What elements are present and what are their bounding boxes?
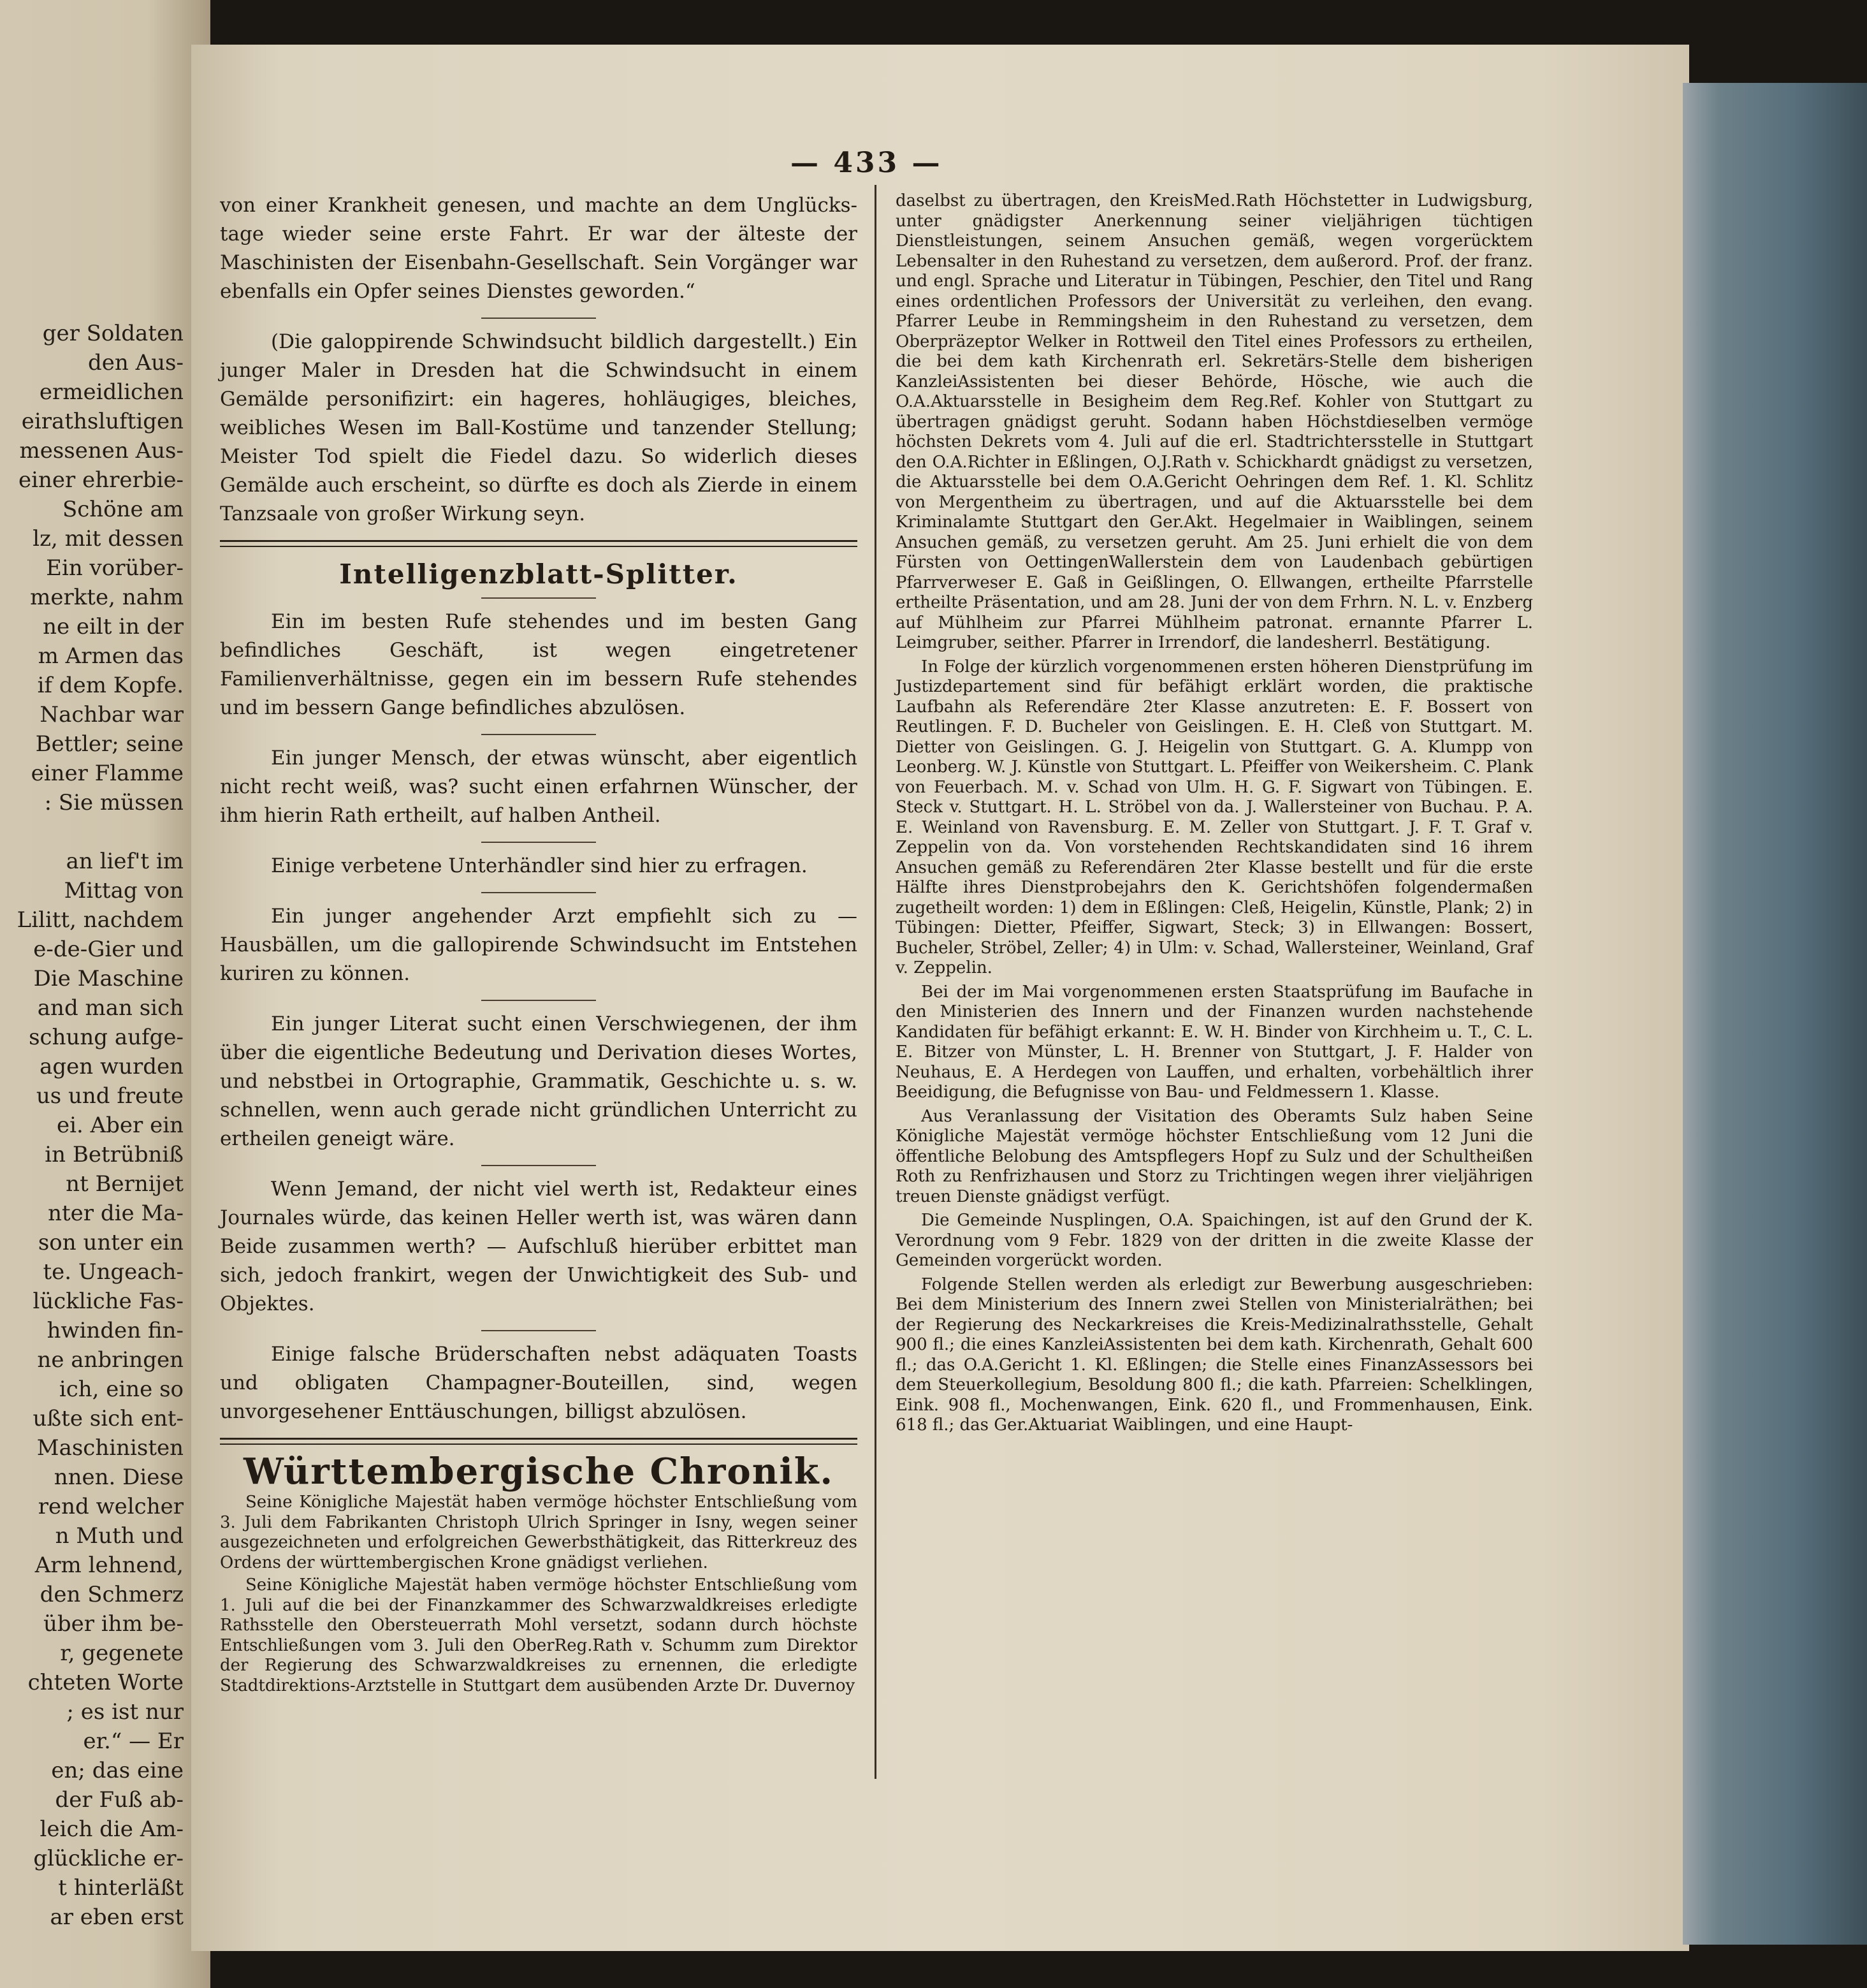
column-rule bbox=[875, 185, 876, 1779]
left-page-line: der Fuß ab- bbox=[55, 1787, 184, 1813]
left-page-line: ei. Aber ein bbox=[56, 1113, 184, 1138]
left-page-line: merkte, nahm bbox=[30, 585, 184, 610]
left-page-line: : Sie müssen bbox=[44, 790, 184, 815]
left-page-line: eirathsluftigen bbox=[21, 409, 184, 434]
chronik-paragraph: Seine Königliche Majestät haben vermöge höchster Entschließung vom 3. Juli dem Fabrikanten Christoph Ulrich Springer in Isny, wegen seiner ausgezeichneten und erfolgreichen Gewerbsthätigkeit, das Ritterkreuz des Ordens der württembergischen Krone gnädigst verliehen. bbox=[220, 1493, 857, 1572]
left-page-line: nter die Ma- bbox=[48, 1201, 184, 1226]
book-cover-edge bbox=[1683, 83, 1867, 1945]
left-page-line: m Armen das bbox=[38, 643, 184, 669]
left-page-line: Arm lehnend, bbox=[34, 1553, 184, 1578]
left-page-line: and man sich bbox=[37, 995, 184, 1021]
article-continuation: von einer Krankheit genesen, und machte an dem Unglücks-tage wieder seine erste Fahrt. Er war der älteste der Maschinisten der Eisenbahn-Gesellschaft. Sein Vorgänger war ebenfalls ein Opfer seines Dienstes geworden.“ bbox=[220, 194, 857, 303]
short-divider bbox=[481, 734, 596, 735]
left-page-line: ußte sich ent- bbox=[33, 1406, 184, 1431]
left-page-line: us und freute bbox=[36, 1083, 184, 1109]
left-page-line: ne anbringen bbox=[37, 1347, 184, 1373]
left-page-line: glückliche er- bbox=[33, 1846, 184, 1871]
left-page-line: einer ehrerbie- bbox=[18, 467, 184, 493]
chronik-paragraph: Bei der im Mai vorgenommenen ersten Staatsprüfung im Baufache in den Ministerien des Innern und der Finanzen wurden nachstehende Kandidaten für befähigt erkannt: E. W. H. Binder von Kirchheim u. T., C. L. E. Bitzer von Münster, L. H. Brenner von Stuttgart, J. F. Halder von Neuhaus, E. A Herdegen von Lauffen, und erhalten, vorbehältlich ihrer Beeidigung, die Befugnisse von Bau- und Feldmessern 1. Klasse. bbox=[896, 982, 1533, 1102]
left-page-line: chteten Worte bbox=[27, 1670, 184, 1695]
ad-item: Ein junger Mensch, der etwas wünscht, aber eigentlich nicht recht weiß, was? sucht einen erfahrnen Wünscher, der ihm hierin Rath ertheilt, auf halben Antheil. bbox=[220, 747, 857, 827]
left-page-line: einer Flamme bbox=[31, 761, 184, 786]
chronik-paragraph: In Folge der kürzlich vorgenommenen ersten höheren Dienstprüfung im Justizdepartement sind für befähigt erklärt worden, die praktische Laufbahn als Referendäre 2ter Klasse anzutreten: E. F. Bossert von Reutlingen. F. D. Bucheler von Geislingen. E. H. Cleß von Stuttgart. M. Dietter von Geislingen. G. J. Heigelin von Stuttgart. G. A. Klumpp von Leonberg. W. J. Künstle von Stuttgart. L. Pfeiffer von Weikersheim. C. Plank von Feuerbach. M. v. Schad von Ulm. H. G. F. Sigwart von Tübingen. E. Steck v. Stuttgart. H. L. Ströbel von da. J. Wallersteiner von Buchau. P. A. E. Weinland von Ravensburg. E. M. Zeller von Stuttgart. J. F. T. Graf v. Zeppelin von da. Von vorstehenden Rechtskandidaten sind 16 ihrem Ansuchen gemäß zu Referendären 2ter Klasse bestellt und für die erste Hälfte ihres Dienstprobejahrs den K. Gerichtshöfen folgendermaßen zugetheilt worden: 1) dem in Eßlingen: Cleß, Heigelin, Künstle, Plank; 2) in Tübingen: Dietter, Pfeiffer, Sigwart, Steck; 3) in Ellwangen: Bossert, Bucheler, Ströbel, Zeller; 4) in Ulm: v. Schad, Wallersteiner, Weinland, Graf v. Zeppelin. bbox=[896, 657, 1533, 977]
left-page-line: ich, eine so bbox=[59, 1377, 184, 1402]
left-page-line: in Betrübniß bbox=[45, 1142, 184, 1167]
chronik-paragraph: Aus Veranlassung der Visitation des Oberamts Sulz haben Seine Königliche Majestät vermöge höchster Entschließung vom 12 Juni die öffentliche Belobung des Amtspflegers Hopf zu Sulz und der Schultheißen Roth zu Renfrizhausen und Storz zu Trichtingen wegen ihrer vieljährigen treuen Dienste gnädigst verfügt. bbox=[896, 1106, 1533, 1206]
chronik-paragraph: daselbst zu übertragen, den KreisMed.Rath Höchstetter in Ludwigsburg, unter gnädigster Anerkennung seiner vieljährigen tüchtigen Dienstleistungen, seinem Ansuchen gemäß, wegen vorgerücktem Lebensalter in den Ruhestand zu versetzen, dem außerord. Prof. der franz. und engl. Sprache und Literatur in Tübingen, Peschier, den Titel und Rang eines ordentlichen Professors der Universität zu verleihen, den evang. Pfarrer Leube in Remmingsheim in den Ruhestand zu versetzen, dem Oberpräzeptor Welker in Rottweil den Titel eines Professors zu ertheilen, die bei dem kath Kirchenrath erl. Sekretärs-Stelle dem bisherigen KanzleiAssistenten bei dieser Behörde, Hösche, wie auch die O.A.Aktuarsstelle in Besigheim dem Reg.Ref. Kohler von Stuttgart zu übertragen gnädigst geruht. Sodann haben Höchstdieselben vermöge höchsten Dekrets vom 4. Juli auf die erl. Stadtrichtersstelle in Stuttgart den O.A.Richter in Eßlingen, O.J.Rath v. Schickhardt gnädigst zu versetzen, die Aktuarsstelle bei dem O.A.Gericht Oehringen dem Ref. 1. Kl. Schlitz von Mergentheim zu übertragen, und auf die Aktuarsstelle bei dem Kriminalamte Stuttgart den Ger.Akt. Hegelmaier in Waiblingen, seinem Ansuchen gemäß, zu versetzen geruht. Am 25. Juni erhielt die von dem Fürsten von OettingenWallerstein dem von Laudenbach gebürtigen Pfarrverweser E. Gaß in Geißlingen, O. Ellwangen, ertheilte Pfarrstelle ertheilte Präsentation, und am 28. Juni der von dem Frhrn. N. L. v. Enzberg auf Mühlheim zur Pfarrei Mühlheim patronat. ernannte Pfarrer L. Leimgruber, seither. Pfarrer in Irrendorf, die landesherrl. Bestätigung. bbox=[896, 191, 1533, 652]
left-page-line: Maschinisten bbox=[36, 1435, 184, 1461]
left-page-line: if dem Kopfe. bbox=[37, 673, 184, 698]
column-right bbox=[896, 191, 1533, 1440]
left-page-line: an lief't im bbox=[66, 849, 184, 874]
short-divider bbox=[481, 1165, 596, 1166]
left-page-fragments bbox=[0, 319, 191, 1932]
left-page-line: lz, mit dessen bbox=[33, 526, 184, 552]
chronik-body bbox=[220, 1493, 857, 1696]
left-page-line: messenen Aus- bbox=[19, 438, 184, 464]
left-page-line: son unter ein bbox=[38, 1230, 184, 1255]
section-heading-intelligenzblatt: Intelligenzblatt-Splitter. bbox=[339, 559, 738, 590]
short-divider bbox=[481, 892, 596, 893]
short-divider bbox=[481, 1000, 596, 1001]
left-page-line: über ihm be- bbox=[43, 1611, 184, 1637]
page-number: — 433 — bbox=[790, 147, 943, 179]
left-page-line: agen wurden bbox=[40, 1054, 184, 1079]
ad-item: Einige verbetene Unterhändler sind hier zu erfragen. bbox=[271, 854, 808, 877]
left-page-line: t hinterläßt bbox=[58, 1875, 184, 1901]
left-page-line: hwinden fin- bbox=[47, 1318, 184, 1343]
short-divider bbox=[481, 842, 596, 843]
left-page-line: Bettler; seine bbox=[35, 731, 184, 757]
ad-item: Wenn Jemand, der nicht viel werth ist, Redakteur eines Journales würde, das keinen Heller werth ist, was wären dann Beide zusammen werth? — Aufschluß hierüber erbittet man sich, jedoch frankirt, wegen der Unwichtigkeit des Sub- und Objektes. bbox=[220, 1178, 857, 1315]
left-page-line bbox=[0, 817, 184, 847]
left-page-line: nt Bernijet bbox=[66, 1171, 184, 1197]
left-page-line: Ein vorüber- bbox=[46, 555, 184, 581]
short-divider bbox=[481, 597, 596, 599]
left-page-line: e-de-Gier und bbox=[33, 937, 184, 962]
left-page-line: Lilitt, nachdem bbox=[17, 907, 184, 933]
left-page-line: te. Ungeach- bbox=[43, 1259, 184, 1285]
ad-item: Ein im besten Rufe stehendes und im besten Gang befindliches Geschäft, ist wegen eingetretener Familienverhältnisse, gegen ein im bessern Rufe stehendes und im bessern Gange befindliches abzulösen. bbox=[220, 610, 857, 719]
double-rule-divider bbox=[220, 540, 857, 547]
ad-item: Ein junger Literat sucht einen Verschwiegenen, der ihm über die eigentliche Bedeutung und Derivation dieses Wortes, und nebstbei in Ortographie, Grammatik, Geschichte u. s. w. schnellen, wenn auch gerade nicht gründlichen Unterricht zu ertheilen geneigt wäre. bbox=[220, 1012, 857, 1150]
left-page-line: r, gegenete bbox=[60, 1641, 184, 1666]
left-page-line: Schöne am bbox=[62, 497, 184, 522]
short-divider bbox=[481, 318, 596, 319]
left-page-line: n Muth und bbox=[55, 1523, 184, 1549]
chronik-paragraph: Seine Königliche Majestät haben vermöge höchster Entschließung vom 1. Juli auf die bei der Finanzkammer des Schwarzwaldkreises erledigte Rathsstelle den Obersteuerrath Mohl versetzt, sodann durch höchste Entschließungen vom 3. Juli den OberReg.Rath v. Schumm zum Direktor der Regierung des Schwarzwaldkreises zu ernennen, die erledigte Stadtdirektions-Arztstelle in Stuttgart dem ausübenden Arzte Dr. Duvernoy bbox=[220, 1575, 857, 1695]
left-page-line: schung aufge- bbox=[29, 1025, 184, 1050]
left-page-line: Nachbar war bbox=[40, 702, 184, 727]
short-divider bbox=[481, 1330, 596, 1331]
left-page-line: ar eben erst bbox=[50, 1904, 184, 1930]
left-page-line: Die Maschine bbox=[33, 966, 184, 991]
left-page-line: en; das eine bbox=[51, 1758, 184, 1783]
double-rule-divider bbox=[220, 1438, 857, 1445]
left-page-line: ermeidlichen bbox=[39, 379, 184, 405]
column-left bbox=[220, 191, 857, 1699]
left-page-line: ; es ist nur bbox=[66, 1699, 184, 1725]
chronik-paragraph: Folgende Stellen werden als erledigt zur Bewerbung ausgeschrieben: Bei dem Ministerium des Innern zwei Stellen von Ministerialräthen; bei der Regierung des Neckarkreises die Kreis-Medizinalrathsstelle, Gehalt 900 fl.; die eines KanzleiAssistenten bei dem kath. Kirchenrath, Gehalt 600 fl.; das O.A.Gericht 1. Kl. Eßlingen; die Stelle eines FinanzAssessors bei dem Steuerkollegium, Besoldung 800 fl.; die kath. Pfarreien: Schelklingen, Eink. 908 fl., Mochenwangen, Eink. 620 fl., und Frommenhausen, Eink. 618 fl.; das Ger.Aktuariat Waiblingen, und eine Haupt- bbox=[896, 1275, 1533, 1435]
article-galop: (Die galoppirende Schwindsucht bildlich dargestellt.) Ein junger Maler in Dresden hat die Schwindsucht in einem Gemälde personifizirt: ein hageres, hohläugiges, bleiches, weibliches Wesen im Ball-Kostüme und tanzender Stellung; Meister Tod spielt die Fiedel dazu. So widerlich dieses Gemälde auch erscheint, so dürfte es doch als Zierde in einem Tanzsaale von großer Wirkung seyn. bbox=[220, 330, 857, 525]
chronik-paragraph: Die Gemeinde Nusplingen, O.A. Spaichingen, ist auf den Grund der K. Verordnung vom 9 Febr. 1829 von der dritten in die zweite Klasse der Gemeinden vorgerückt worden. bbox=[896, 1211, 1533, 1270]
left-page-line: ger Soldaten bbox=[42, 321, 184, 346]
left-page-line: lückliche Fas- bbox=[33, 1289, 184, 1314]
left-page-line: nnen. Diese bbox=[54, 1465, 184, 1490]
left-page-line: rend welcher bbox=[38, 1494, 184, 1519]
left-page-line: den Schmerz bbox=[40, 1582, 184, 1607]
ad-item: Ein junger angehender Arzt empfiehlt sich zu — Hausbällen, um die gallopirende Schwindsucht im Entstehen kuriren zu können. bbox=[220, 905, 857, 985]
left-page-line: Mittag von bbox=[64, 878, 184, 903]
ad-item: Einige falsche Brüderschaften nebst adäquaten Toasts und obligaten Champagner-Bouteillen, sind, wegen unvorgesehener Enttäuschungen, billigst abzulösen. bbox=[220, 1343, 857, 1423]
left-page-line: leich die Am- bbox=[40, 1816, 184, 1842]
left-page-line: den Aus- bbox=[88, 350, 184, 376]
section-heading-chronik: Württembergische Chronik. bbox=[243, 1451, 834, 1493]
left-page-line: ne eilt in der bbox=[43, 614, 184, 640]
left-page-line: er.“ — Er bbox=[83, 1729, 184, 1754]
